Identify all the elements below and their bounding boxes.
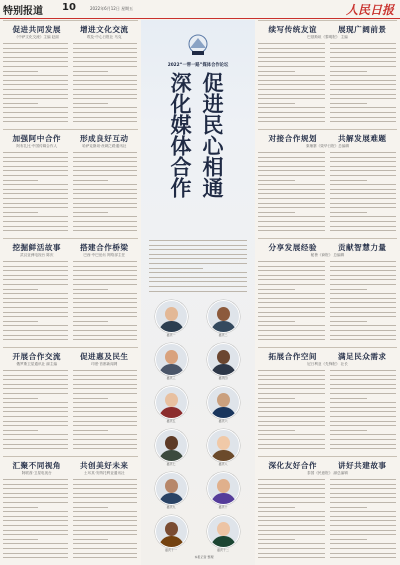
section-title-b: 满足民众需求 bbox=[337, 352, 387, 361]
article-body bbox=[330, 150, 397, 235]
section-title bbox=[3, 24, 138, 35]
section-title-b: 促进惠及民生 bbox=[79, 352, 129, 361]
article-body bbox=[258, 150, 325, 235]
section-title-b: 搭建合作桥梁 bbox=[79, 243, 129, 252]
guest-name: 嘉宾四 bbox=[218, 376, 228, 380]
guest-name: 嘉宾二 bbox=[218, 333, 228, 337]
guest-name: 嘉宾八 bbox=[218, 462, 228, 466]
byline: 巴西·中巴论坛 网络部主任 bbox=[83, 253, 126, 257]
section-title-a: 开展合作交流 bbox=[12, 352, 62, 361]
section-rule bbox=[3, 129, 138, 130]
section-title-b: 共创美好未来 bbox=[79, 461, 129, 470]
portrait-grid bbox=[141, 300, 255, 562]
section-name: 特别报道 bbox=[3, 6, 43, 17]
article-body bbox=[330, 477, 397, 562]
article-body bbox=[3, 41, 68, 126]
section-rule bbox=[3, 347, 138, 348]
section-title bbox=[258, 24, 397, 35]
section-title-a: 对接合作规划 bbox=[268, 134, 318, 143]
article-body bbox=[73, 477, 138, 562]
section-rule bbox=[258, 129, 397, 130]
guest-name: 嘉宾九 bbox=[166, 505, 176, 509]
guest-name: 嘉宾一 bbox=[166, 333, 176, 337]
article-body bbox=[258, 259, 325, 344]
section-title bbox=[258, 351, 397, 362]
guest-portrait bbox=[207, 429, 240, 462]
guest-portrait bbox=[155, 515, 188, 548]
guest-name: 嘉宾十 bbox=[218, 505, 228, 509]
guest-name: 嘉宾十一 bbox=[164, 548, 177, 552]
section-rule bbox=[258, 20, 397, 21]
article-body bbox=[258, 368, 325, 453]
article-body bbox=[330, 368, 397, 453]
section-title bbox=[3, 242, 138, 253]
guest-name: 嘉宾七 bbox=[166, 462, 176, 466]
section-title bbox=[3, 460, 138, 471]
section-title-a: 深化友好合作 bbox=[268, 461, 318, 470]
byline: 《中萨文化交流》主编 赵丽 bbox=[14, 35, 59, 39]
forum-caption: 2022“一带一路”媒体合作论坛 bbox=[167, 63, 229, 68]
section-title bbox=[258, 133, 397, 144]
guest-name: 嘉宾十二 bbox=[216, 548, 229, 552]
section-title bbox=[3, 133, 138, 144]
byline: 武汉亚洲电视台 陈庆 bbox=[20, 253, 54, 257]
guest-portrait bbox=[207, 472, 240, 505]
newspaper-logo: 人民日报 bbox=[345, 3, 394, 17]
article-body bbox=[330, 41, 397, 126]
right-column bbox=[258, 20, 397, 565]
section-rule bbox=[3, 20, 138, 21]
section-title-a: 促进共同发展 bbox=[12, 25, 62, 34]
article-body bbox=[258, 41, 325, 126]
article-body bbox=[3, 477, 68, 562]
byline: 印度·首都新闻网 bbox=[91, 362, 118, 366]
byline: 泰国《民意报》 副总编辑 bbox=[307, 471, 348, 475]
byline: 阿联酋·卫星电视台 bbox=[21, 471, 52, 475]
section-title bbox=[258, 460, 397, 471]
guest-portrait bbox=[207, 343, 240, 376]
section-title-a: 拓展合作空间 bbox=[268, 352, 318, 361]
left-column bbox=[3, 20, 138, 565]
guest-portrait bbox=[207, 300, 240, 333]
guest-name: 嘉宾六 bbox=[218, 419, 228, 423]
byline: 柬埔寨《柬华日报》总编辑 bbox=[305, 144, 350, 148]
headline-left: 深化媒体合作 bbox=[168, 72, 193, 198]
article-body bbox=[73, 259, 138, 344]
guest-portrait bbox=[155, 300, 188, 333]
article-body bbox=[73, 368, 138, 453]
article-body bbox=[330, 259, 397, 344]
article-body bbox=[3, 259, 68, 344]
headline-right: 促进民心相通 bbox=[200, 72, 225, 198]
article-body bbox=[73, 41, 138, 126]
guest-portrait bbox=[155, 429, 188, 462]
byline: 土耳其·安纳托利亚通讯社 bbox=[83, 471, 125, 475]
intro-text bbox=[149, 238, 247, 296]
article-body bbox=[3, 150, 68, 235]
section-title-a: 汇聚不同视角 bbox=[12, 461, 62, 470]
guest-name: 嘉宾五 bbox=[166, 419, 176, 423]
byline: 俄罗斯卫星通讯社 副主编 bbox=[16, 362, 58, 366]
center-feature bbox=[141, 20, 255, 565]
guest-portrait bbox=[207, 515, 240, 548]
section-title-b: 展现广阔前景 bbox=[337, 25, 387, 34]
footer-credit: 本报记者 整理 bbox=[194, 555, 214, 559]
guest-portrait bbox=[155, 472, 188, 505]
section-rule bbox=[258, 238, 397, 239]
section-title-a: 分享发展经验 bbox=[268, 243, 318, 252]
section-rule bbox=[3, 238, 138, 239]
byline: 阿布扎比·中国传媒合作人 bbox=[16, 144, 58, 148]
section-title-a: 挖掘鲜活故事 bbox=[12, 243, 62, 252]
section-title-b: 形成良好互动 bbox=[79, 134, 129, 143]
page-header bbox=[0, 0, 400, 19]
section-title-a: 续写传统友谊 bbox=[268, 25, 318, 34]
byline: 巴基斯坦《黎明报》 主编 bbox=[307, 35, 348, 39]
byline: 哈萨克斯坦·丝绸之路通讯社 bbox=[82, 144, 127, 148]
guest-portrait bbox=[155, 386, 188, 419]
byline: 埃及·中心日报社 马克 bbox=[86, 35, 122, 39]
section-title-a: 加强阿中合作 bbox=[12, 134, 62, 143]
page-number: 10 bbox=[62, 2, 76, 13]
byline: 秘鲁《商报》 总编辑 bbox=[310, 253, 345, 257]
article-body bbox=[258, 477, 325, 562]
section-rule bbox=[258, 347, 397, 348]
forum-logo-icon bbox=[184, 34, 212, 58]
section-title bbox=[3, 351, 138, 362]
article-body bbox=[3, 368, 68, 453]
section-title-b: 共解发展难题 bbox=[337, 134, 387, 143]
guest-name: 嘉宾三 bbox=[166, 376, 176, 380]
byline: 尼日利亚《先锋报》 社长 bbox=[307, 362, 348, 366]
section-title-b: 增进文化交流 bbox=[79, 25, 129, 34]
article-body bbox=[73, 150, 138, 235]
section-title bbox=[258, 242, 397, 253]
section-rule bbox=[258, 456, 397, 457]
section-rule bbox=[3, 456, 138, 457]
guest-portrait bbox=[155, 343, 188, 376]
section-title-b: 贡献智慧力量 bbox=[337, 243, 387, 252]
section-title-b: 讲好共建故事 bbox=[337, 461, 387, 470]
issue-date: 2022年6月12日 星期五 bbox=[90, 6, 134, 11]
guest-portrait bbox=[207, 386, 240, 419]
